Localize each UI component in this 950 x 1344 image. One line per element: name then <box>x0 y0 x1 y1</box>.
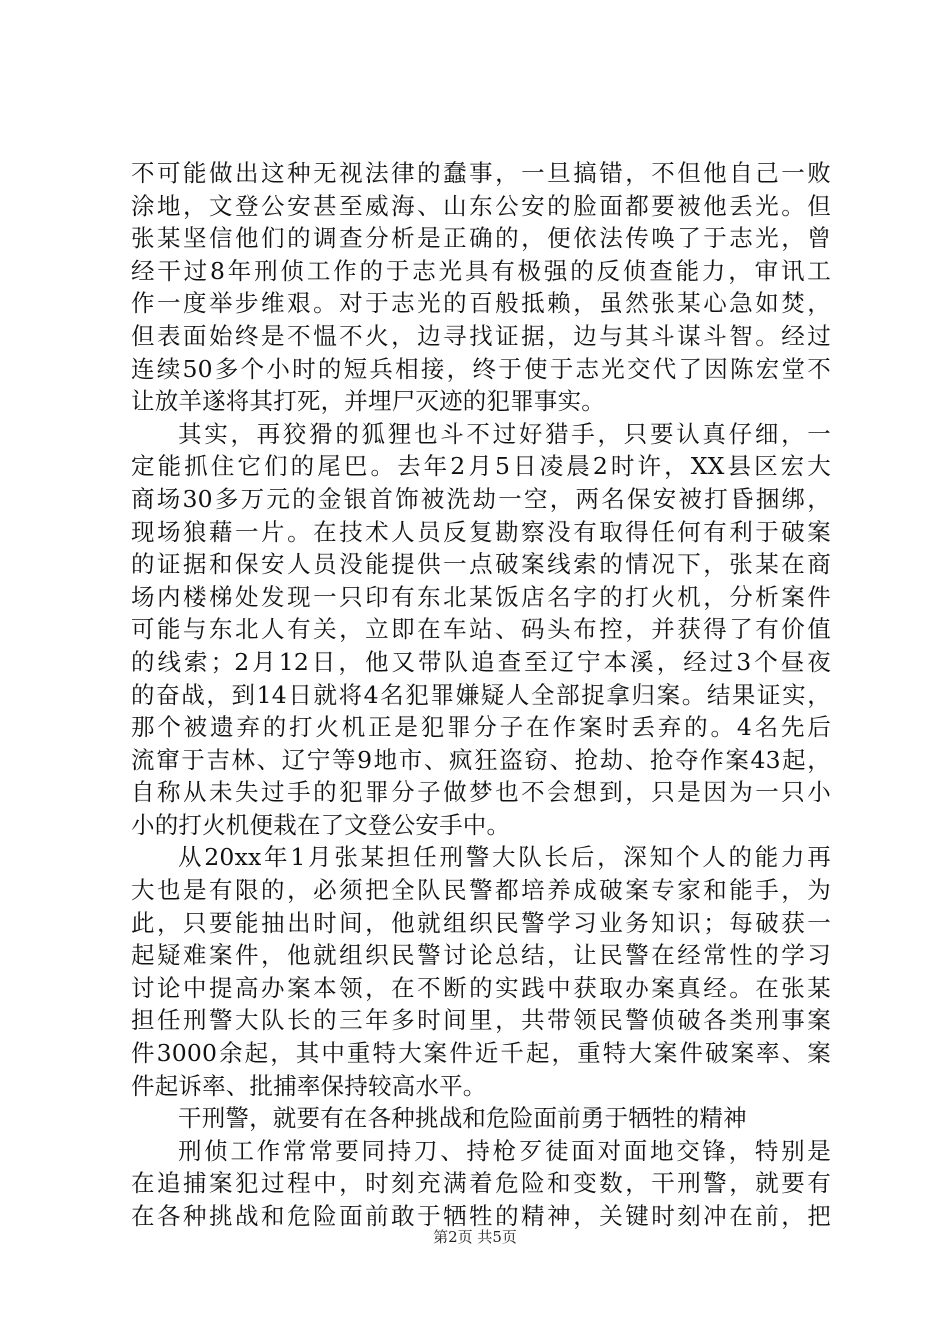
paragraph-start-line: 从20xx年1月张某担任刑警大队长后，深知个人的能力再 <box>178 843 831 872</box>
text-line: 场内楼梯处发现一只印有东北某饭店名字的打火机，分析案件 <box>131 582 831 611</box>
text-line: 的线索；2月12日，他又带队追查至辽宁本溪，经过3个昼夜 <box>131 647 831 676</box>
text-line: 流窜于吉林、辽宁等9地市、疯狂盗窃、抢劫、抢夺作案43起， <box>131 745 831 774</box>
text-line: 大也是有限的，必须把全队民警都培养成破案专家和能手，为 <box>131 876 831 905</box>
text-line: 在各种挑战和危险面前敢于牺牲的精神，关键时刻冲在前，把 <box>131 1202 831 1230</box>
text-line: 的奋战，到14日就将4名犯罪嫌疑人全部捉拿归案。结果证实， <box>131 680 831 709</box>
text-line: 讨论中提高办案本领，在不断的实践中获取办案真经。在张某 <box>131 973 831 1002</box>
text-line: 的证据和保安人员没能提供一点破案线索的情况下，张某在商 <box>131 550 831 579</box>
text-line: 起疑难案件，他就组织民警讨论总结，让民警在经常性的学习 <box>131 941 831 970</box>
text-line: 在追捕案犯过程中，时刻充满着危险和变数，干刑警，就要有 <box>131 1169 831 1198</box>
text-line: 连续50多个小时的短兵相接，终于使于志光交代了因陈宏堂不 <box>131 354 831 383</box>
text-line: 自称从未失过手的犯罪分子做梦也不会想到，只是因为一只小 <box>131 778 831 807</box>
paragraph-start-line: 其实，再狡猾的狐狸也斗不过好猎手，只要认真仔细，一 <box>178 419 831 448</box>
document-body <box>131 157 831 1233</box>
text-line: 现场狼藉一片。在技术人员反复勘察没有取得任何有利于破案 <box>131 517 831 546</box>
text-line: 不可能做出这种无视法律的蠢事，一旦搞错，不但他自己一败 <box>131 159 831 187</box>
text-line: 让放羊遂将其打死，并埋尸灭迹的犯罪事实。 <box>131 387 605 416</box>
text-line: 件3000余起，其中重特大案件近千起，重特大案件破案率、案 <box>131 1039 831 1068</box>
paragraph-start-line: 刑侦工作常常要同持刀、持枪歹徒面对面地交锋，特别是 <box>178 1136 831 1165</box>
text-line: 涂地，文登公安甚至威海、山东公安的脸面都要被他丢光。但 <box>131 191 831 220</box>
text-line: 作一度举步维艰。对于志光的百般抵赖，虽然张某心急如焚， <box>131 289 831 318</box>
page-number-label: 第2页 共5页 <box>433 1228 517 1246</box>
text-line: 定能抓住它们的尾巴。去年2月5日凌晨2时许，XX县区宏大 <box>131 452 831 481</box>
section-heading: 干刑警，就要有在各种挑战和危险面前勇于牺牲的精神 <box>178 1104 747 1133</box>
text-line: 此，只要能抽出时间，他就组织民警学习业务知识；每破获一 <box>131 908 831 937</box>
text-line: 件起诉率、批捕率保持较高水平。 <box>131 1071 487 1100</box>
text-line: 经干过8年刑侦工作的于志光具有极强的反侦查能力，审讯工 <box>131 256 831 285</box>
text-line: 但表面始终是不愠不火，边寻找证据，边与其斗谋斗智。经过 <box>131 321 831 350</box>
page-footer <box>0 1227 950 1247</box>
text-line: 可能与东北人有关，立即在车站、码头布控，并获得了有价值 <box>131 615 831 644</box>
text-line: 小的打火机便栽在了文登公安手中。 <box>131 810 511 839</box>
text-line: 张某坚信他们的调查分析是正确的，便依法传唤了于志光，曾 <box>131 224 831 253</box>
text-line: 商场30多万元的金银首饰被洗劫一空，两名保安被打昏捆绑， <box>131 484 831 513</box>
text-line: 那个被遗弃的打火机正是犯罪分子在作案时丢弃的。4名先后 <box>131 713 831 742</box>
text-line: 担任刑警大队长的三年多时间里，共带领民警侦破各类刑事案 <box>131 1006 831 1035</box>
